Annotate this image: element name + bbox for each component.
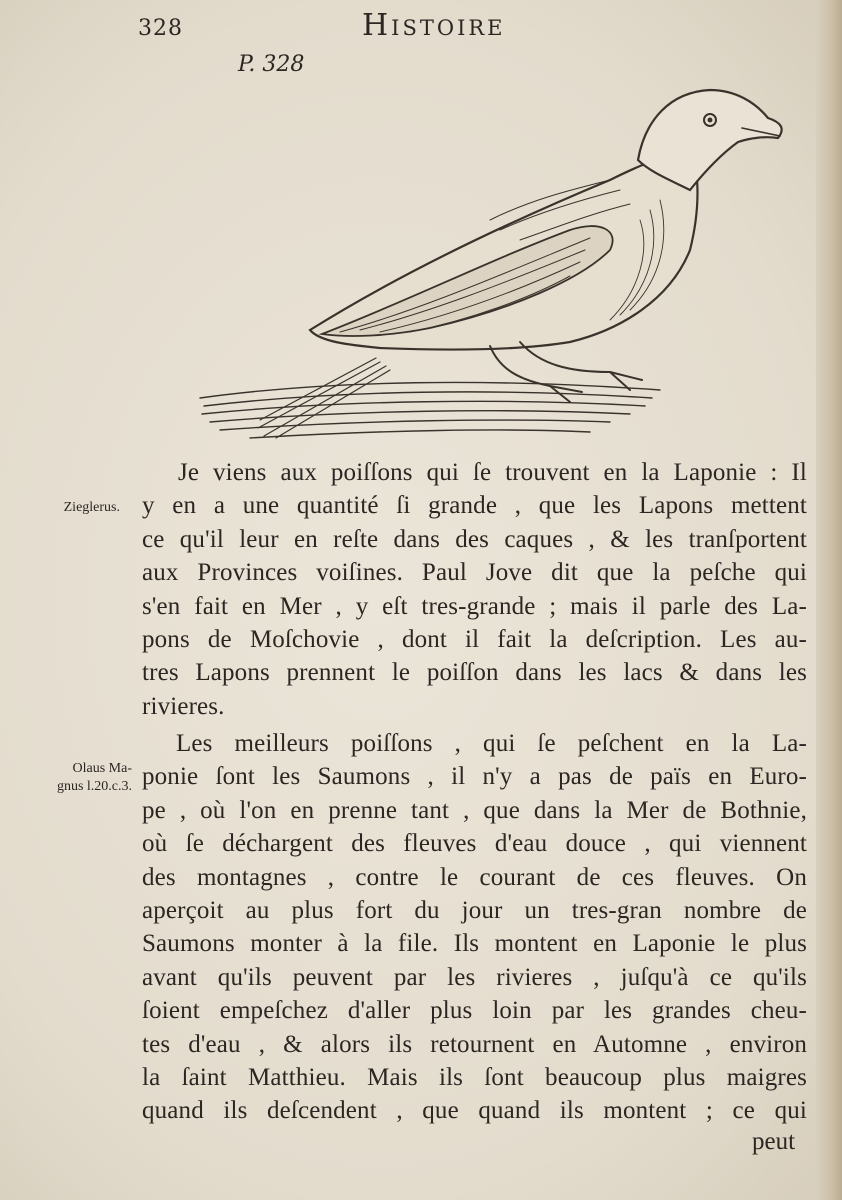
running-head: Histoire [362, 8, 506, 43]
page-gutter [816, 0, 842, 1200]
catchword: peut [752, 1128, 796, 1155]
bird-engraving-icon [190, 80, 790, 450]
page-number: 328 [138, 16, 183, 41]
margin-note: Zieglerus. [63, 500, 120, 515]
body-paragraph: Les meilleurs poiſſons , qui ſe peſchent en la La- ponie ſont les Saumons , il n'y a pas de païs en Euro- pe , où l'on en prenne tant , que dans la Mer de Bothnie, où ſe déchargent des fleuves d'eau douce , qui viennent des montagnes , contre le courant de ces fleuves. On aperçoit au plus fort du jour un tres-gran nombre de Saumons monter à la file. Ils montent en Laponie le plus avant qu'ils peuvent par les rivieres , juſqu'à ce qu'ils ſoient empeſchez d'aller plus loin par les grandes cheu- tes d'eau , & alors ils retournent en Automne , environ la ſaint Matthieu. Mais ils ſont beaucoup plus maigres quand ils deſcendent , que quand ils montent ; ce qui [142, 730, 807, 1125]
margin-note: Olaus Ma- gnus l.20.c.3. [56, 761, 132, 794]
plate-reference: P. 328 [238, 52, 305, 77]
body-paragraph: Je viens aux poiſſons qui ſe trouvent en la Laponie : Il y en a une quantité ſi grande , que les Lapons mettent ce qu'il leur en reſte dans des caques , & les tranſportent aux Provinces voiſines. Paul Jove dit que la peſche qui s'en fait en Mer , y eſt tres-grande ; mais il parle des La- pons de Moſchovie , dont il fait la deſcription. Les au- tres Lapons prennent le poiſſon dans les lacs & dans les rivieres. [142, 459, 807, 720]
